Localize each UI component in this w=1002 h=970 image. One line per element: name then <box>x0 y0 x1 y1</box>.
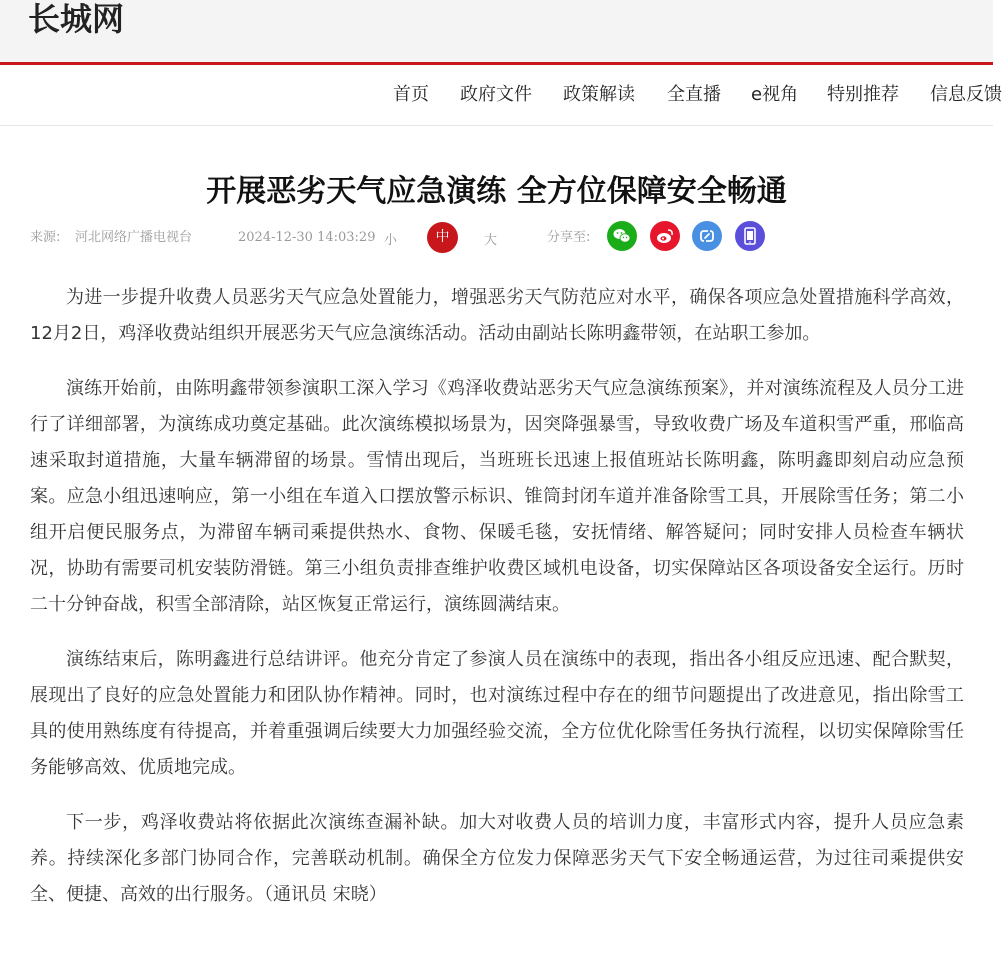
nav-item-gov-documents[interactable]: 政府文件 <box>460 84 532 105</box>
share-label: 分享至: <box>547 230 591 245</box>
nav-item-policy-interpretation[interactable]: 政策解读 <box>563 84 635 105</box>
nav-item-featured[interactable]: 特别推荐 <box>827 84 899 105</box>
wechat-icon[interactable] <box>607 221 637 251</box>
font-size-large-button[interactable]: 大 <box>484 233 498 248</box>
article-source: 河北网络广播电视台 <box>75 230 193 245</box>
font-size-medium-button[interactable]: 中 <box>427 222 458 253</box>
mobile-icon[interactable] <box>735 221 765 251</box>
site-header <box>0 0 993 62</box>
article-body <box>30 280 964 932</box>
nav-item-feedback[interactable]: 信息反馈 <box>930 84 1002 105</box>
article-title: 开展恶劣天气应急演练 全方位保障安全畅通 <box>206 174 787 210</box>
nav-item-e-view[interactable]: e视角 <box>751 84 799 105</box>
article-paragraph: 演练结束后，陈明鑫进行总结讲评。他充分肯定了参演人员在演练中的表现，指出各小组反应迅速、配合默契，展现出了良好的应急处置能力和团队协作精神。同时，也对演练过程中存在的细节问题提出了改进意见，指出除雪工具的使用熟练度有待提高，并着重强调后续要大力加强经验交流，全方位优化除雪任务执行流程，以切实保障除雪任务能够高效、优质地完成。 <box>30 649 964 778</box>
article-datetime: 2024-12-30 14:03:29 <box>238 230 376 245</box>
main-nav <box>0 65 1002 126</box>
weibo-icon[interactable] <box>650 221 680 251</box>
site-logo[interactable]: 长城网 <box>28 0 125 38</box>
article-paragraph: 演练开始前，由陈明鑫带领参演职工深入学习《鸡泽收费站恶劣天气应急演练预案》，并对演练流程及人员分工进行了详细部署，为演练成功奠定基础。此次演练模拟场景为，因突降强暴雪，导致收费广场及车道积雪严重，邢临高速采取封道措施，大量车辆滞留的场景。雪情出现后，当班班长迅速上报值班站长陈明鑫，陈明鑫即刻启动应急预案。应急小组迅速响应，第一小组在车道入口摆放警示标识、锥筒封闭车道并准备除雪工具，开展除雪任务；第二小组开启便民服务点，为滞留车辆司乘提供热水、食物、保暖毛毯，安抚情绪、解答疑问；同时安排人员检查车辆状况，协助有需要司机安装防滑链。第三小组负责排查维护收费区域机电设备，切实保障站区各项设备安全运行。历时二十分钟奋战，积雪全部清除，站区恢复正常运行，演练圆满结束。 <box>30 378 964 615</box>
article-paragraph: 下一步，鸡泽收费站将依据此次演练查漏补缺。加大对收费人员的培训力度，丰富形式内容，提升人员应急素养。持续深化多部门协同合作，完善联动机制。确保全方位发力保障恶劣天气下安全畅通运营，为过往司乘提供安全、便捷、高效的出行服务。（通讯员 宋晓） <box>30 812 964 905</box>
font-size-small-button[interactable]: 小 <box>384 233 398 248</box>
article-paragraph: 为进一步提升收费人员恶劣天气应急处置能力，增强恶劣天气防范应对水平，确保各项应急处置措施科学高效，12月2日，鸡泽收费站组织开展恶劣天气应急演练活动。活动由副站长陈明鑫带领，在站职工参加。 <box>30 287 964 344</box>
source-label: 来源: <box>30 230 61 245</box>
link-icon[interactable] <box>692 221 722 251</box>
nav-item-live[interactable]: 全直播 <box>667 84 721 105</box>
nav-item-home[interactable]: 首页 <box>393 84 429 105</box>
